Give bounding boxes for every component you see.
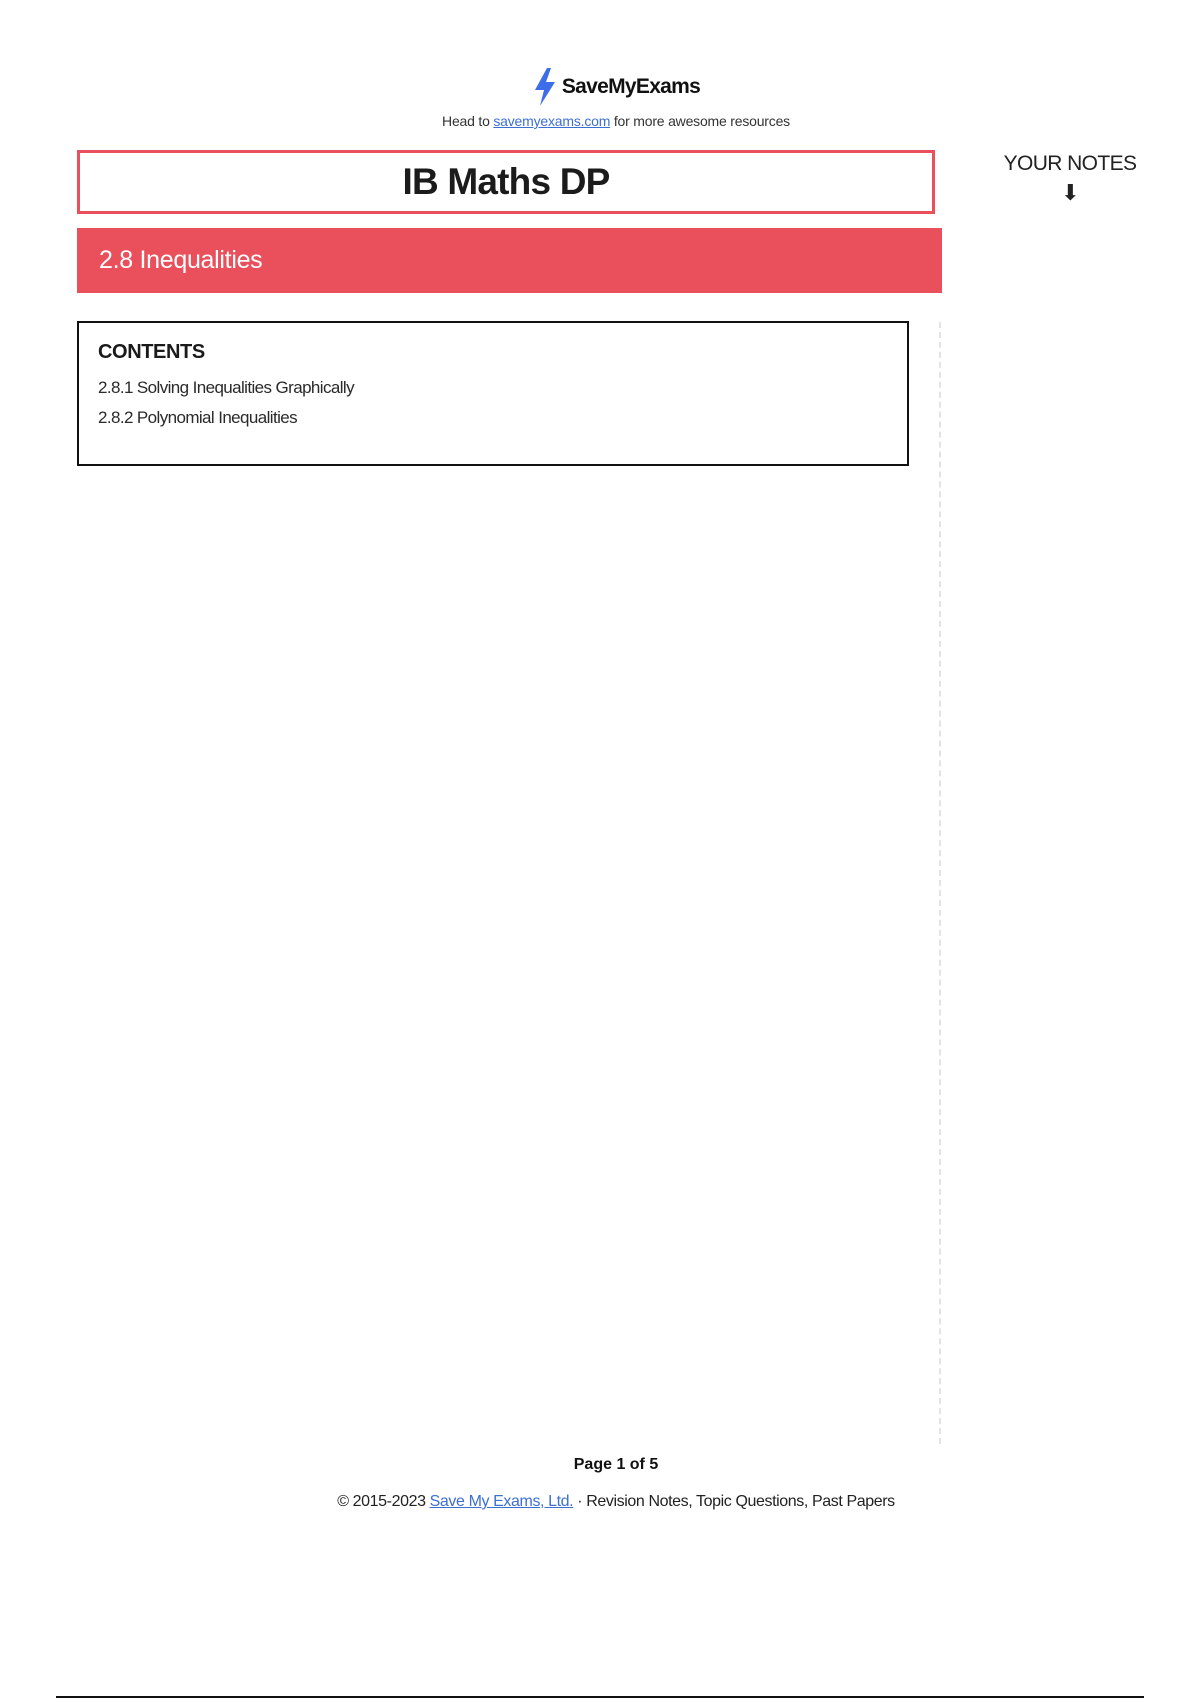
site-link[interactable]: savemyexams.com <box>493 113 611 129</box>
brand-name: SaveMyExams <box>561 75 701 98</box>
notes-divider <box>939 322 941 1444</box>
tagline-prefix: Head to <box>442 113 494 129</box>
contents-box <box>77 321 909 466</box>
header-tagline <box>0 113 1200 129</box>
copyright-suffix: · Revision Notes, Topic Questions, Past Papers <box>573 1493 895 1510</box>
company-link[interactable]: Save My Exams, Ltd. <box>429 1493 574 1510</box>
copyright-prefix: © 2015-2023 <box>337 1493 430 1510</box>
page-number: Page 1 of 5 <box>573 1456 659 1473</box>
brand-logo[interactable] <box>532 68 700 106</box>
arrow-down-icon: ⬇ <box>1061 180 1079 205</box>
page-header <box>0 68 1200 129</box>
lightning-bolt-icon <box>532 68 558 106</box>
document-title: IB Maths DP <box>402 161 610 202</box>
bottom-rule <box>56 1696 1144 1698</box>
topic-banner <box>77 228 942 293</box>
contents-item[interactable]: 2.8.2 Polynomial Inequalities <box>98 408 298 427</box>
your-notes-text: YOUR NOTES <box>1003 152 1137 175</box>
contents-item[interactable]: 2.8.1 Solving Inequalities Graphically <box>98 378 354 397</box>
document-title-box <box>77 150 935 214</box>
contents-heading: CONTENTS <box>98 341 205 363</box>
tagline-suffix: for more awesome resources <box>610 113 790 129</box>
your-notes-label <box>990 152 1150 208</box>
topic-title: 2.8 Inequalities <box>99 246 263 274</box>
page-footer <box>0 1493 1200 1511</box>
